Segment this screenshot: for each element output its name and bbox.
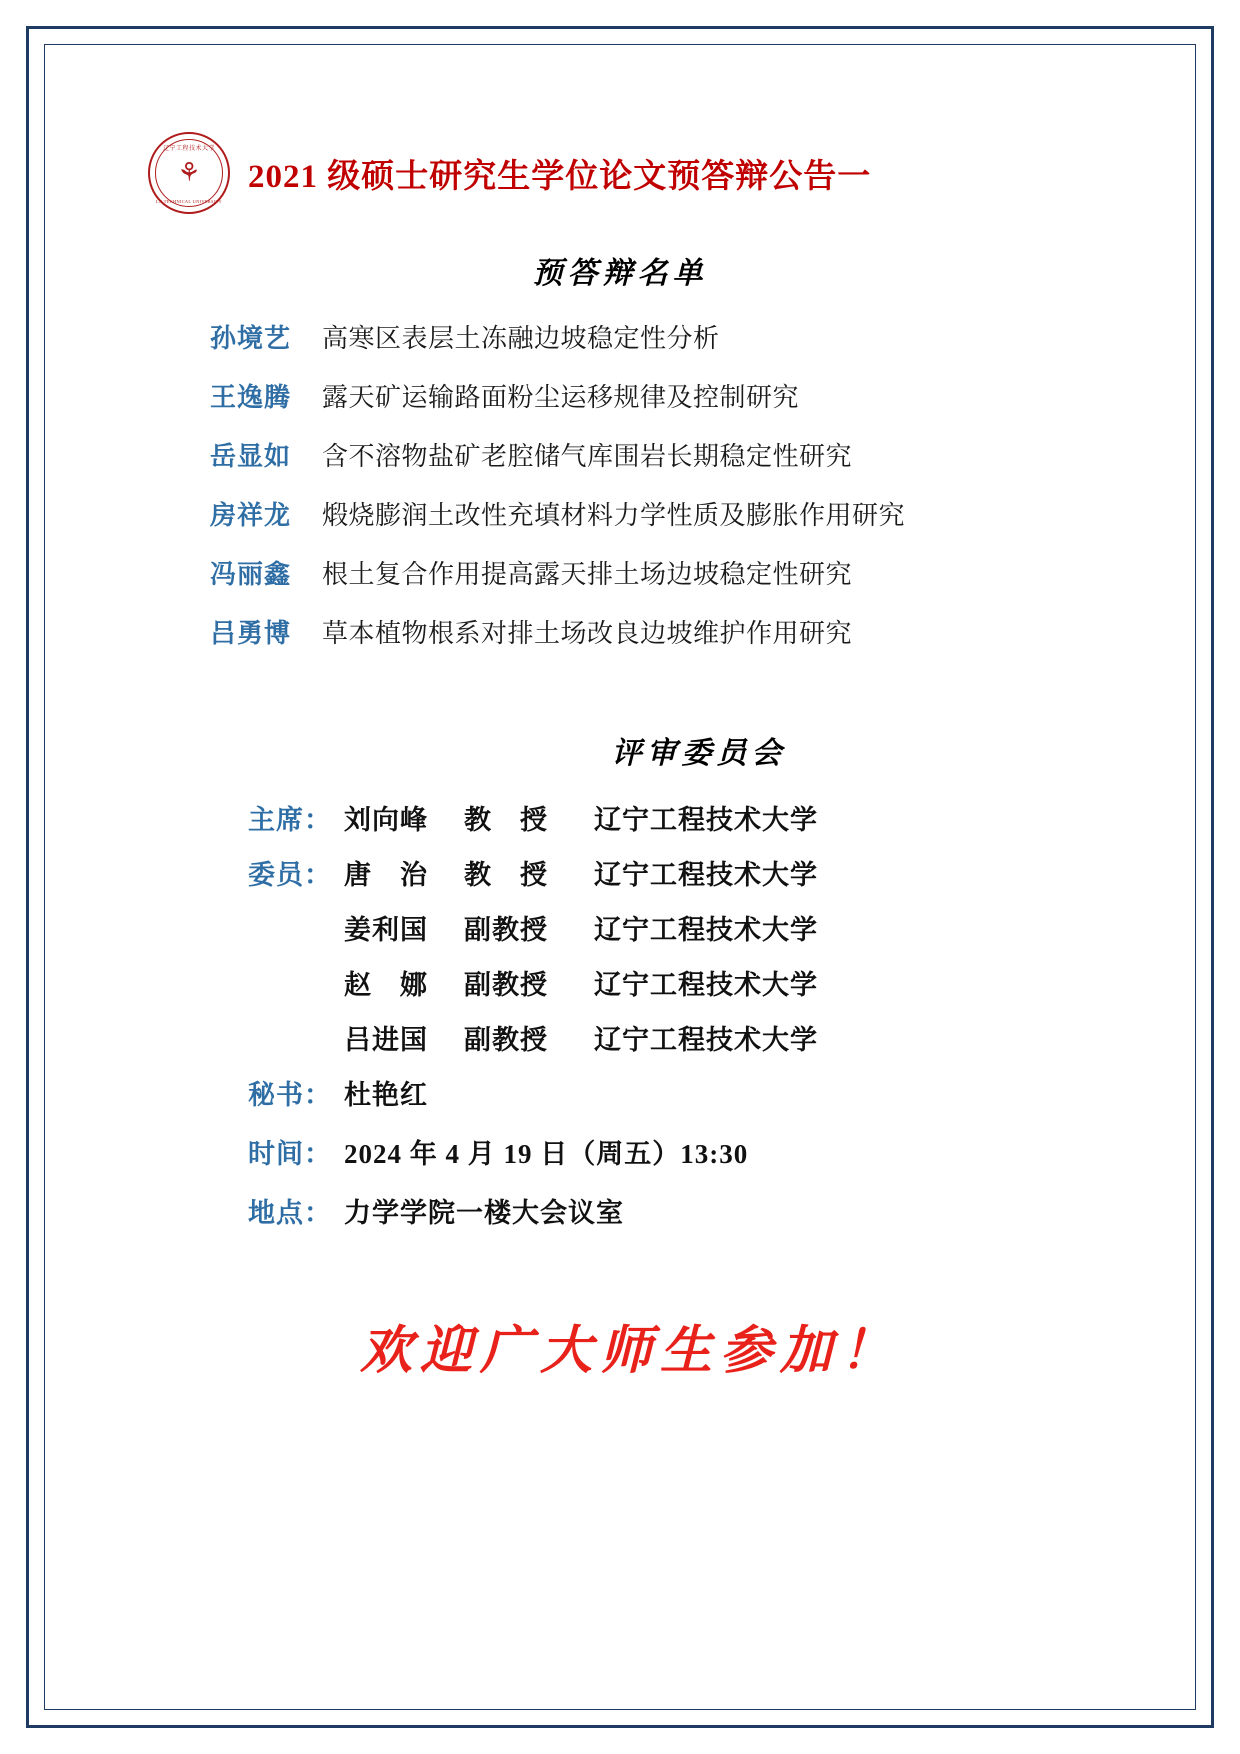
student-topic: 草本植物根系对排土场改良边坡维护作用研究 <box>322 619 853 648</box>
seal-bottom-text: LN TECHNICAL UNIVERSITY <box>156 199 222 204</box>
committee-row <box>248 963 1150 1002</box>
committee-member-rank: 教 授 <box>464 860 548 890</box>
student-name: 房祥龙 <box>210 501 292 530</box>
committee-member-name: 赵 娜 <box>344 970 428 1000</box>
welcome-slogan: 欢迎广大师生参加！ <box>359 1320 900 1381</box>
list-item <box>210 318 1150 355</box>
student-topic: 高寒区表层土冻融边坡稳定性分析 <box>322 324 720 353</box>
student-topic: 露天矿运输路面粉尘运移规律及控制研究 <box>322 383 800 412</box>
committee-member-name: 吕进国 <box>344 1025 428 1055</box>
document-header <box>90 132 1150 214</box>
student-name: 岳显如 <box>210 442 292 471</box>
committee-member-rank: 教 授 <box>464 805 548 835</box>
secretary-value: 杜艳红 <box>344 1080 428 1110</box>
list-item <box>210 613 1150 650</box>
student-list <box>90 318 1150 650</box>
committee-member-org: 辽宁工程技术大学 <box>594 1025 818 1055</box>
committee-member-name: 姜利国 <box>344 915 428 945</box>
place-label: 地点： <box>248 1198 332 1228</box>
time-row <box>248 1132 1150 1171</box>
place-value: 力学学院一楼大会议室 <box>344 1198 624 1228</box>
committee-member-org: 辽宁工程技术大学 <box>594 970 818 1000</box>
committee-block <box>90 798 1150 1230</box>
student-name: 吕勇博 <box>210 619 292 648</box>
list-item <box>210 436 1150 473</box>
list-item <box>210 495 1150 532</box>
committee-role-label: 委员： <box>248 860 332 890</box>
student-topic: 含不溶物盐矿老腔储气库围岩长期稳定性研究 <box>322 442 853 471</box>
committee-member-org: 辽宁工程技术大学 <box>594 860 818 890</box>
committee-row <box>248 853 1150 892</box>
student-topic: 根土复合作用提高露天排土场边坡稳定性研究 <box>322 560 853 589</box>
page-content <box>90 90 1150 1664</box>
committee-row <box>248 798 1150 837</box>
committee-member-rank: 副教授 <box>464 915 548 945</box>
defense-list-heading: 预答辩名单 <box>532 256 708 291</box>
seal-top-text: 辽宁工程技术大学 <box>162 146 215 152</box>
student-name: 孙境艺 <box>210 324 292 353</box>
university-seal-icon <box>148 132 230 214</box>
committee-member-rank: 副教授 <box>464 1025 548 1055</box>
student-name: 冯丽鑫 <box>210 560 292 589</box>
list-item <box>210 377 1150 414</box>
committee-member-org: 辽宁工程技术大学 <box>594 805 818 835</box>
secretary-row <box>248 1073 1150 1112</box>
student-topic: 煅烧膨润土改性充填材料力学性质及膨胀作用研究 <box>322 501 906 530</box>
secretary-label: 秘书： <box>248 1080 332 1110</box>
student-name: 王逸腾 <box>210 383 292 412</box>
committee-member-org: 辽宁工程技术大学 <box>594 915 818 945</box>
committee-row <box>248 1018 1150 1057</box>
committee-member-rank: 副教授 <box>464 970 548 1000</box>
committee-member-name: 唐 治 <box>344 860 428 890</box>
committee-row <box>248 908 1150 947</box>
committee-member-name: 刘向峰 <box>344 805 428 835</box>
seal-center-glyph: ⚘ <box>177 158 201 187</box>
committee-heading: 评审委员会 <box>611 736 787 771</box>
time-label: 时间： <box>248 1139 332 1169</box>
list-item <box>210 554 1150 591</box>
committee-role-label: 主席： <box>248 805 332 835</box>
page-title: 2021 级硕士研究生学位论文预答辩公告一 <box>248 158 872 195</box>
place-row <box>248 1191 1150 1230</box>
time-value: 2024 年 4 月 19 日（周五）13:30 <box>344 1139 749 1169</box>
